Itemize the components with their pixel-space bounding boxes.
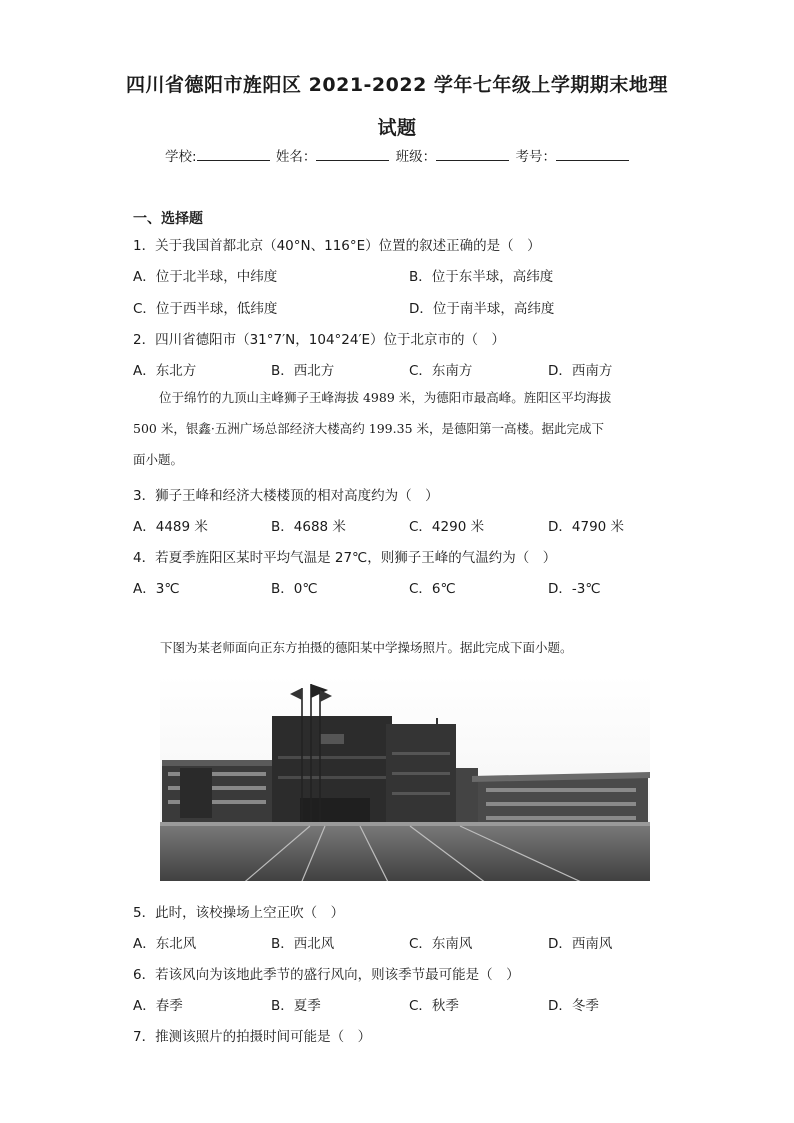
q3-option-b[interactable]: B．4688 米 — [271, 519, 346, 535]
q4-option-a[interactable]: A．3℃ — [133, 581, 180, 597]
q6-option-b[interactable]: B．夏季 — [271, 998, 321, 1014]
q2-option-c[interactable]: C．东南方 — [409, 363, 473, 379]
q5-option-b[interactable]: B．西北风 — [271, 936, 335, 952]
q4-option-d[interactable]: D．-3℃ — [548, 581, 601, 597]
question-3: 3．狮子王峰和经济大楼楼顶的相对高度约为（ ） — [133, 488, 439, 504]
q3-option-a[interactable]: A．4489 米 — [133, 519, 208, 535]
q3-option-d[interactable]: D．4790 米 — [548, 519, 625, 535]
left-building — [162, 760, 272, 822]
question-5: 5．此时，该校操场上空正吹（ ） — [133, 905, 345, 921]
exam-title: 四川省德阳市旌阳区 2021-2022 学年七年级上学期期末地理 — [126, 74, 668, 96]
q4-option-b[interactable]: B．0℃ — [271, 581, 318, 597]
section-heading: 一、选择题 — [133, 211, 203, 227]
school-playground-photo — [160, 676, 650, 886]
q1-option-b[interactable]: B．位于东半球，高纬度 — [409, 269, 554, 285]
q2-option-d[interactable]: D．西南方 — [548, 363, 613, 379]
q2-option-b[interactable]: B．西北方 — [271, 363, 335, 379]
question-1: 1．关于我国首都北京（40°N、116°E）位置的叙述正确的是（ ） — [133, 238, 541, 254]
question-2: 2．四川省德阳市（31°7′N，104°24′E）位于北京市的（ ） — [133, 332, 506, 348]
name-label: 姓名： — [275, 149, 317, 165]
q2-option-a[interactable]: A．东北方 — [133, 363, 197, 379]
number-label: 考号： — [515, 149, 556, 165]
q5-option-d[interactable]: D．西南风 — [548, 936, 613, 952]
q5-option-c[interactable]: C．东南风 — [409, 936, 473, 952]
q1-option-d[interactable]: D．位于南半球，高纬度 — [409, 301, 555, 317]
q6-option-a[interactable]: A．春季 — [133, 998, 183, 1014]
q6-option-c[interactable]: C．秋季 — [409, 998, 459, 1014]
name-blank[interactable] — [316, 149, 389, 161]
q5-option-a[interactable]: A．东北风 — [133, 936, 197, 952]
main-building — [272, 716, 456, 826]
class-blank[interactable] — [436, 149, 509, 161]
question-6: 6．若该风向为该地此季节的盛行风向，则该季节最可能是（ ） — [133, 967, 520, 983]
q6-option-d[interactable]: D．冬季 — [548, 998, 599, 1014]
q1-option-c[interactable]: C．位于西半球，低纬度 — [133, 301, 278, 317]
number-blank[interactable] — [556, 149, 629, 161]
q4-option-c[interactable]: C．6℃ — [409, 581, 456, 597]
right-building — [456, 768, 650, 824]
passage-1-line-1: 位于绵竹的九顶山主峰狮子王峰海拔 4989 米，为德阳市最高峰。旌阳区平均海拔 — [159, 390, 612, 405]
passage-2: 下图为某老师面向正东方拍摄的德阳某中学操场照片。据此完成下面小题。 — [160, 640, 573, 655]
question-4: 4．若夏季旌阳区某时平均气温是 27℃，则狮子王峰的气温约为（ ） — [133, 550, 557, 566]
playground-ground — [160, 824, 650, 886]
class-label: 班级： — [395, 149, 437, 165]
student-info-line — [165, 145, 665, 165]
passage-1-line-2: 500 米，银鑫·五洲广场总部经济大楼高约 199.35 米，是德阳第一高楼。据此完成下 — [133, 421, 604, 436]
school-label: 学校: — [165, 149, 197, 165]
school-blank[interactable] — [197, 149, 270, 161]
passage-1-line-3: 面小题。 — [133, 452, 184, 467]
q3-option-c[interactable]: C．4290 米 — [409, 519, 485, 535]
exam-title-line2: 试题 — [377, 117, 417, 139]
question-7: 7．推测该照片的拍摄时间可能是（ ） — [133, 1029, 372, 1045]
q1-option-a[interactable]: A．位于北半球，中纬度 — [133, 269, 278, 285]
